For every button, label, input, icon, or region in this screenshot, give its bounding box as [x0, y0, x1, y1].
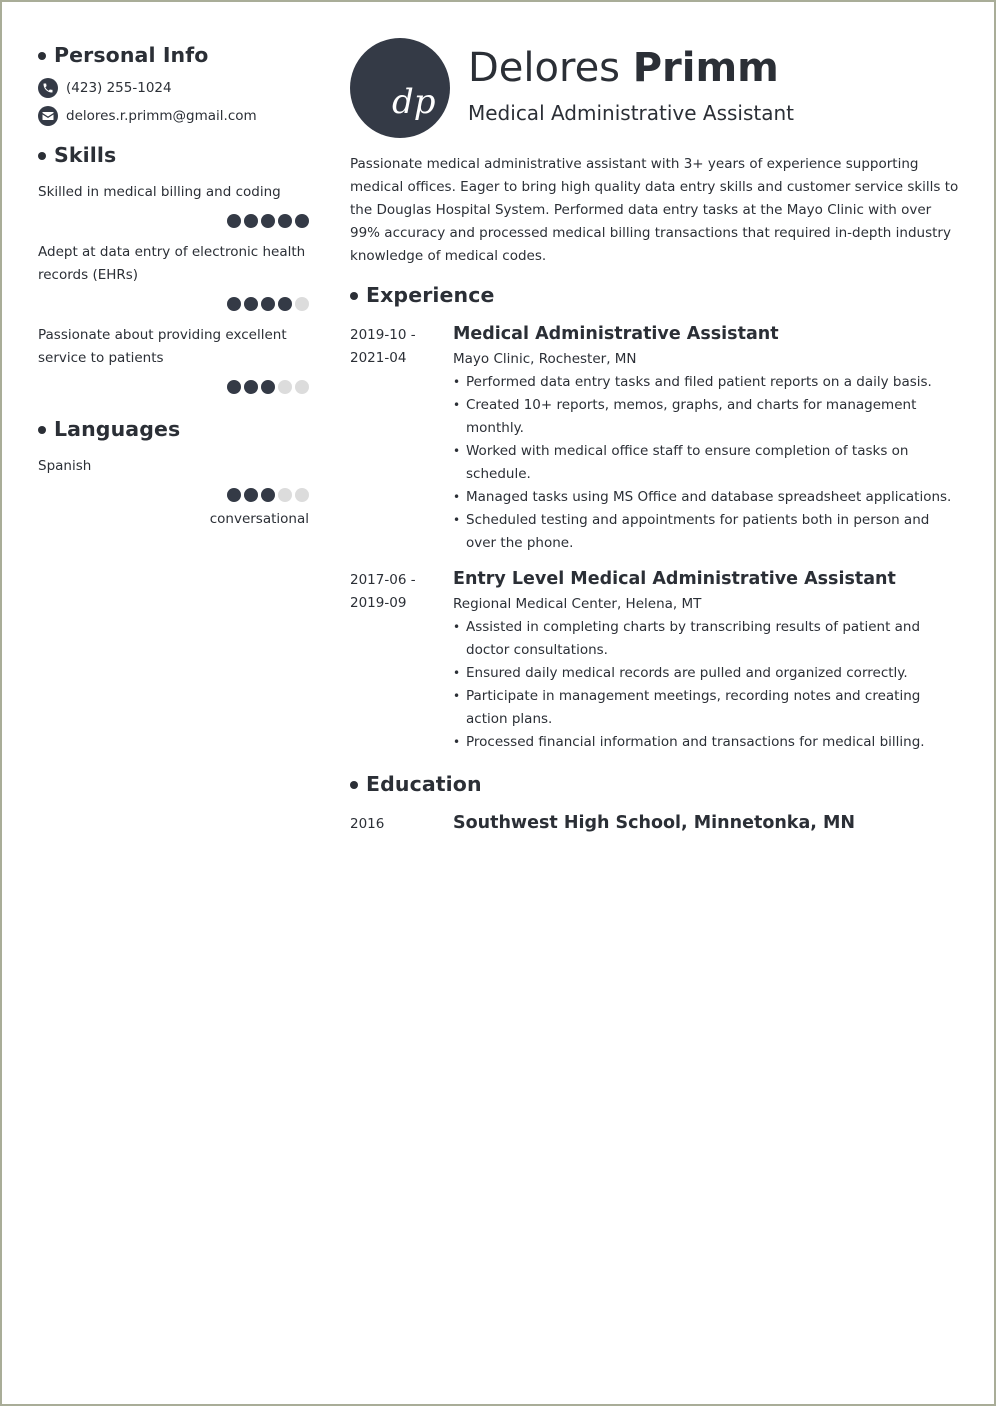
job-bullet: • Participate in management meetings, recording notes and creating action plans.	[453, 685, 960, 731]
education-heading: Education	[350, 769, 482, 799]
languages-heading: Languages	[38, 414, 309, 444]
candidate-name	[468, 42, 779, 94]
job-bullet: • Processed financial information and transactions for medical billing.	[453, 731, 960, 754]
left-column	[38, 40, 309, 530]
last-name: Primm	[632, 45, 779, 91]
job-bullet: • Created 10+ reports, memos, graphs, and charts for management monthly.	[453, 394, 960, 440]
skill-item	[38, 181, 309, 228]
job-start: 2019-10 -	[350, 327, 416, 343]
job-dates	[350, 324, 445, 370]
job-start: 2017-06 -	[350, 572, 416, 588]
language-label: Spanish	[38, 458, 92, 474]
job-end: 2019-09	[350, 595, 407, 611]
job-dates	[350, 569, 445, 615]
rating-dot-filled	[227, 214, 241, 228]
rating-dot-empty	[278, 380, 292, 394]
rating-dot-filled	[261, 214, 275, 228]
skill-rating	[38, 380, 309, 394]
rating-dot-filled	[227, 380, 241, 394]
job-bullet: • Assisted in completing charts by transcribing results of patient and doctor consultations.	[453, 616, 960, 662]
rating-dot-empty	[278, 488, 292, 502]
rating-dot-filled	[244, 214, 258, 228]
job-title: Entry Level Medical Administrative Assistant	[453, 569, 896, 589]
skill-rating	[38, 297, 309, 311]
skill-label: Adept at data entry of electronic health records (EHRs)	[38, 244, 306, 283]
email-address[interactable]: delores.r.primm@gmail.com	[66, 108, 257, 124]
job-bullet: • Worked with medical office staff to ensure completion of tasks on schedule.	[453, 440, 960, 486]
skill-item	[38, 241, 309, 311]
skill-rating	[38, 214, 309, 228]
personal-info-heading: Personal Info	[38, 40, 309, 70]
education-school: Southwest High School, Minnetonka, MN	[453, 813, 856, 833]
job-bullet: • Managed tasks using MS Office and database spreadsheet applications.	[453, 486, 960, 509]
rating-dot-filled	[227, 488, 241, 502]
first-name: Delores	[468, 45, 621, 91]
job-bullet: • Ensured daily medical records are pulled and organized correctly.	[453, 662, 960, 685]
email-row	[38, 105, 309, 127]
candidate-title: Medical Administrative Assistant	[468, 101, 795, 125]
skill-item	[38, 324, 309, 394]
phone-icon	[38, 78, 58, 98]
rating-dot-filled	[295, 214, 309, 228]
language-level: conversational	[209, 511, 309, 527]
education-body	[453, 813, 960, 836]
job-body	[453, 569, 960, 754]
job-bullet: • Scheduled testing and appointments for patients both in person and over the phone.	[453, 509, 960, 555]
job-org: Mayo Clinic, Rochester, MN	[453, 351, 637, 367]
rating-dot-empty	[295, 488, 309, 502]
skill-label: Skilled in medical billing and coding	[38, 184, 281, 200]
job-end: 2021-04	[350, 350, 407, 366]
job-bullets	[453, 371, 960, 555]
language-rating	[38, 488, 309, 502]
rating-dot-filled	[244, 380, 258, 394]
job-org: Regional Medical Center, Helena, MT	[453, 596, 702, 612]
experience-heading: Experience	[350, 280, 495, 310]
rating-dot-filled	[261, 380, 275, 394]
rating-dot-filled	[261, 297, 275, 311]
rating-dot-filled	[227, 297, 241, 311]
phone-row	[38, 77, 309, 99]
job-bullets	[453, 616, 960, 754]
rating-dot-filled	[278, 214, 292, 228]
avatar-initials	[350, 38, 450, 138]
rating-dot-filled	[244, 488, 258, 502]
rating-dot-filled	[244, 297, 258, 311]
rating-dot-filled	[261, 488, 275, 502]
skills-list	[38, 181, 309, 394]
rating-dot-filled	[278, 297, 292, 311]
rating-dot-empty	[295, 297, 309, 311]
email-icon	[38, 106, 58, 126]
phone-number[interactable]: (423) 255-1024	[66, 80, 172, 96]
skill-label: Passionate about providing excellent service to patients	[38, 327, 287, 366]
job-body	[453, 324, 960, 555]
education-year: 2016	[350, 816, 385, 832]
summary: Passionate medical administrative assistant with 3+ years of experience supporting medical offices. Eager to bring high quality data entry skills and customer service skills to the Douglas Hospital System. Performed data entry tasks at the Mayo Clinic with over 99% accuracy and processed medical billing transactions that required in-depth industry knowledge of medical codes.	[350, 156, 959, 264]
language-item	[38, 455, 309, 530]
rating-dot-empty	[295, 380, 309, 394]
initials: dp	[392, 82, 436, 122]
job-bullet: • Performed data entry tasks and filed patient reports on a daily basis.	[453, 371, 960, 394]
job-title: Medical Administrative Assistant	[453, 324, 779, 344]
skills-heading: Skills	[38, 140, 309, 170]
